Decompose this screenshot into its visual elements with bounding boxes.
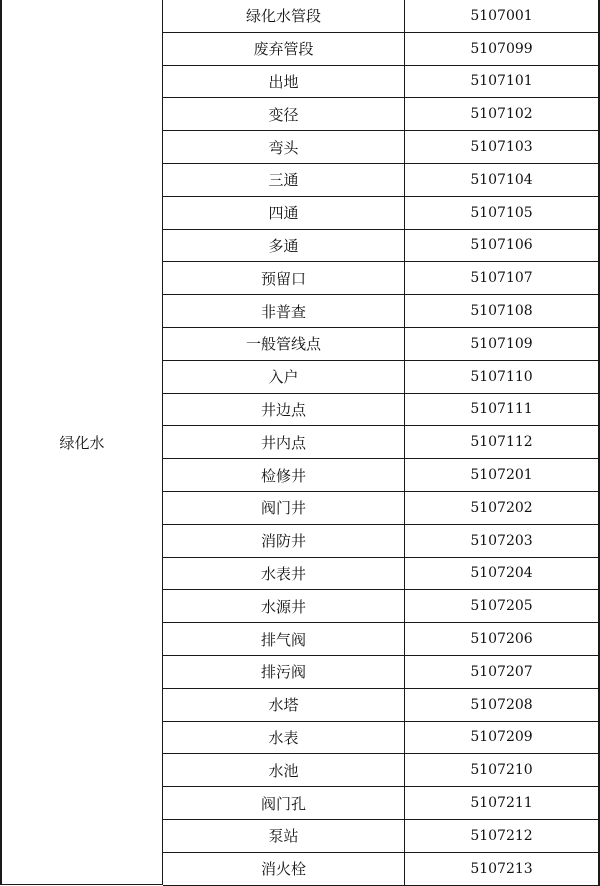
feature-code-cell: 5107110 bbox=[405, 361, 600, 393]
feature-name-cell: 阀门井 bbox=[163, 492, 405, 524]
feature-code-cell: 5107112 bbox=[405, 426, 600, 458]
feature-name-cell: 入户 bbox=[163, 361, 405, 393]
table-row bbox=[163, 262, 600, 295]
table-row bbox=[163, 722, 600, 755]
feature-name-cell: 多通 bbox=[163, 230, 405, 262]
feature-code-cell: 5107107 bbox=[405, 262, 600, 294]
table-row bbox=[163, 787, 600, 820]
feature-code-cell: 5107001 bbox=[405, 0, 600, 32]
feature-code-cell: 5107210 bbox=[405, 754, 600, 786]
feature-name-cell: 水表井 bbox=[163, 558, 405, 590]
feature-code-cell: 5107109 bbox=[405, 328, 600, 360]
table-row bbox=[163, 623, 600, 656]
table-row bbox=[163, 558, 600, 591]
table-row bbox=[163, 164, 600, 197]
feature-name-cell: 井边点 bbox=[163, 394, 405, 426]
table-row bbox=[163, 394, 600, 427]
feature-name-cell: 泵站 bbox=[163, 820, 405, 852]
table-row bbox=[163, 820, 600, 853]
feature-name-cell: 出地 bbox=[163, 66, 405, 98]
feature-name-cell: 水表 bbox=[163, 722, 405, 754]
table-row bbox=[163, 33, 600, 66]
table-row bbox=[163, 66, 600, 99]
feature-name-cell: 水池 bbox=[163, 754, 405, 786]
table-row bbox=[163, 230, 600, 263]
feature-name-cell: 预留口 bbox=[163, 262, 405, 294]
feature-code-cell: 5107212 bbox=[405, 820, 600, 852]
table-row bbox=[163, 656, 600, 689]
feature-name-cell: 水源井 bbox=[163, 590, 405, 622]
feature-name-cell: 井内点 bbox=[163, 426, 405, 458]
feature-name-cell: 非普查 bbox=[163, 295, 405, 327]
table-row bbox=[163, 853, 600, 886]
feature-name-cell: 消火栓 bbox=[163, 853, 405, 885]
feature-code-cell: 5107108 bbox=[405, 295, 600, 327]
table-row bbox=[163, 525, 600, 558]
feature-code-cell: 5107106 bbox=[405, 230, 600, 262]
table-row bbox=[163, 689, 600, 722]
feature-name-cell: 排气阀 bbox=[163, 623, 405, 655]
table-body bbox=[163, 0, 600, 886]
table-row bbox=[163, 328, 600, 361]
feature-code-cell: 5107104 bbox=[405, 164, 600, 196]
feature-code-cell: 5107205 bbox=[405, 590, 600, 622]
feature-name-cell: 一般管线点 bbox=[163, 328, 405, 360]
feature-code-cell: 5107202 bbox=[405, 492, 600, 524]
feature-code-cell: 5107102 bbox=[405, 98, 600, 130]
feature-code-cell: 5107105 bbox=[405, 197, 600, 229]
feature-code-cell: 5107211 bbox=[405, 787, 600, 819]
feature-code-cell: 5107207 bbox=[405, 656, 600, 688]
table-row bbox=[163, 590, 600, 623]
feature-name-cell: 变径 bbox=[163, 98, 405, 130]
feature-name-cell: 水塔 bbox=[163, 689, 405, 721]
table-row bbox=[163, 0, 600, 33]
feature-code-cell: 5107103 bbox=[405, 131, 600, 163]
table-row bbox=[163, 197, 600, 230]
feature-name-cell: 消防井 bbox=[163, 525, 405, 557]
table-row bbox=[163, 459, 600, 492]
feature-name-cell: 三通 bbox=[163, 164, 405, 196]
table-row bbox=[163, 426, 600, 459]
feature-code-cell: 5107209 bbox=[405, 722, 600, 754]
feature-name-cell: 检修井 bbox=[163, 459, 405, 491]
table-row bbox=[163, 754, 600, 787]
feature-code-cell: 5107111 bbox=[405, 394, 600, 426]
table-row bbox=[163, 98, 600, 131]
feature-name-cell: 绿化水管段 bbox=[163, 0, 405, 32]
feature-code-cell: 5107203 bbox=[405, 525, 600, 557]
feature-code-cell: 5107201 bbox=[405, 459, 600, 491]
table-row bbox=[163, 361, 600, 394]
feature-code-cell: 5107213 bbox=[405, 853, 600, 885]
feature-code-cell: 5107204 bbox=[405, 558, 600, 590]
feature-name-cell: 阀门孔 bbox=[163, 787, 405, 819]
table-row bbox=[163, 131, 600, 164]
table-row bbox=[163, 492, 600, 525]
feature-name-cell: 四通 bbox=[163, 197, 405, 229]
feature-code-cell: 5107099 bbox=[405, 33, 600, 65]
feature-code-cell: 5107208 bbox=[405, 689, 600, 721]
feature-name-cell: 排污阀 bbox=[163, 656, 405, 688]
table-row bbox=[163, 295, 600, 328]
group-label: 绿化水 bbox=[59, 433, 105, 452]
feature-name-cell: 废弃管段 bbox=[163, 33, 405, 65]
feature-code-cell: 5107101 bbox=[405, 66, 600, 98]
feature-code-cell: 5107206 bbox=[405, 623, 600, 655]
group-cell bbox=[0, 0, 163, 885]
feature-name-cell: 弯头 bbox=[163, 131, 405, 163]
